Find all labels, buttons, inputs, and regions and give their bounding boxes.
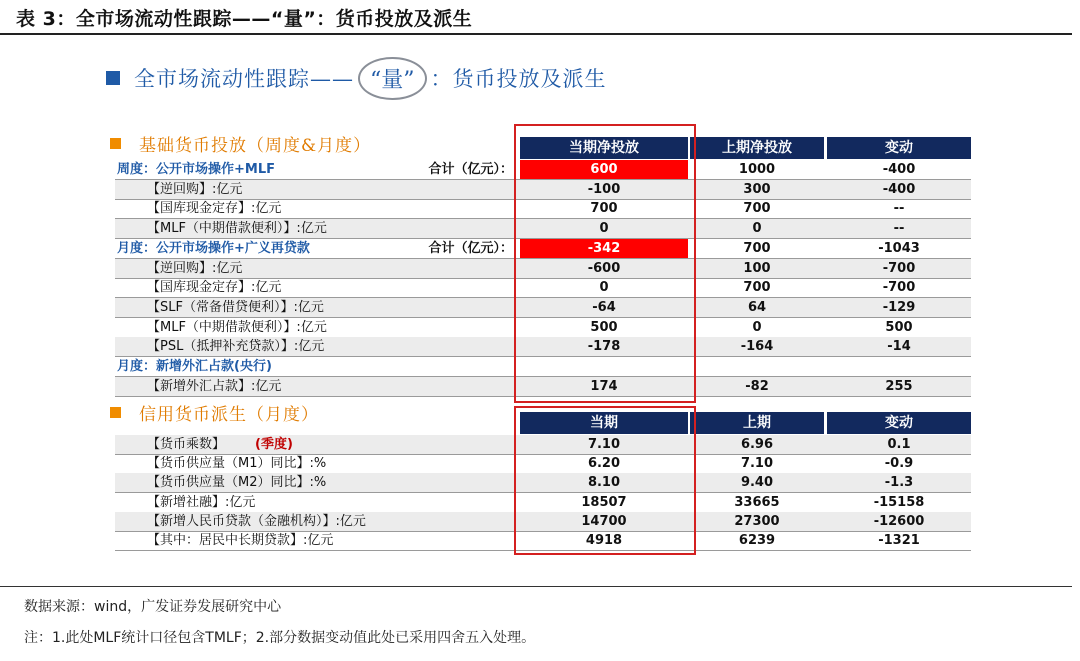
row-label: 【国库现金定存】:亿元 [147, 201, 282, 216]
previous-value: 700 [743, 280, 771, 295]
previous-value: 700 [743, 241, 771, 256]
previous-value: 100 [743, 261, 771, 276]
change-value: 500 [885, 320, 913, 335]
row-label: 【新增外汇占款】:亿元 [147, 379, 282, 394]
previous-value: 6.96 [740, 437, 774, 452]
section1-title: 基础货币投放（周度&月度） [139, 136, 372, 156]
subtitle-pre: 全市场流动性跟踪—— [134, 67, 354, 91]
current-value: 18507 [581, 495, 627, 510]
change-value: -129 [882, 300, 916, 315]
current-value: -178 [587, 339, 621, 354]
previous-value: -82 [745, 379, 769, 394]
current-value: 14700 [581, 514, 627, 529]
current-value: -342 [520, 239, 688, 258]
row-label: 【货币乘数】 [147, 437, 226, 452]
change-value: -0.9 [884, 456, 914, 471]
row-label: 【MLF（中期借款便利）】:亿元 [147, 320, 327, 335]
current-value: 0 [599, 280, 609, 295]
change-value: -- [893, 201, 905, 216]
subtitle [106, 58, 607, 98]
previous-value: -164 [740, 339, 774, 354]
change-value: 255 [885, 379, 913, 394]
row-label: 【MLF（中期借款便利）】:亿元 [147, 221, 327, 236]
row-label: 月度：公开市场操作+广义再贷款 [117, 241, 310, 256]
current-value: 0 [599, 221, 609, 236]
previous-value: 9.40 [740, 475, 774, 490]
row-label: 【SLF（常备借贷便利）】:亿元 [147, 300, 324, 315]
previous-value: 64 [747, 300, 767, 315]
previous-value: 0 [752, 221, 762, 236]
section2-title: 信用货币派生（月度） [139, 405, 319, 425]
current-column-highlight-box-2 [514, 406, 696, 555]
section1-heading [110, 131, 371, 156]
footnote: 注：1.此处MLF统计口径包含TMLF；2.部分数据变动值此处已采用四舍五入处理。 [24, 630, 536, 646]
current-value: 4918 [585, 533, 623, 548]
change-value: 0.1 [887, 437, 911, 452]
current-value: 500 [590, 320, 618, 335]
previous-value: 0 [752, 320, 762, 335]
row-label: 【货币供应量（M1）同比】:% [147, 456, 327, 471]
current-value: 8.10 [587, 475, 621, 490]
row-label: 【新增人民币贷款（金融机构）】:亿元 [147, 514, 366, 529]
col-header-current-2: 当期 [520, 412, 688, 434]
change-value: -1321 [878, 533, 920, 548]
col-header-previous: 上期净投放 [690, 137, 824, 159]
previous-value: 7.10 [740, 456, 774, 471]
previous-value: 300 [743, 182, 771, 197]
previous-value: 1000 [738, 162, 776, 177]
previous-value: 700 [743, 201, 771, 216]
change-value: -- [893, 221, 905, 236]
col-header-current: 当期净投放 [520, 137, 688, 159]
row-label: 【逆回购】:亿元 [147, 261, 243, 276]
row-label: 【其中：居民中长期贷款】:亿元 [147, 533, 334, 548]
change-value: -700 [882, 261, 916, 276]
change-value: -12600 [873, 514, 925, 529]
change-value: -700 [882, 280, 916, 295]
current-value: -600 [587, 261, 621, 276]
change-value: -400 [882, 182, 916, 197]
change-value: -14 [887, 339, 911, 354]
current-value: -64 [592, 300, 616, 315]
row-label: 【新增社融】:亿元 [147, 495, 256, 510]
source-note: 数据来源：wind，广发证券发展研究中心 [24, 599, 282, 615]
row-label: 月度：新增外汇占款(央行) [117, 359, 272, 374]
square-bullet-icon [110, 407, 121, 418]
page-title: 表 3：全市场流动性跟踪——“量”：货币投放及派生 [16, 8, 473, 30]
section2-heading [110, 400, 319, 425]
square-bullet-icon [110, 138, 121, 149]
current-value: 600 [520, 160, 688, 179]
subtitle-post: ：货币投放及派生 [430, 67, 607, 91]
change-value: -1.3 [884, 475, 914, 490]
row-label: 【国库现金定存】:亿元 [147, 280, 282, 295]
change-value: -15158 [873, 495, 925, 510]
title-divider [0, 33, 1072, 35]
col-header-previous-2: 上期 [690, 412, 824, 434]
square-bullet-icon [106, 71, 120, 85]
current-value: 6.20 [587, 456, 621, 471]
previous-value: 6239 [738, 533, 776, 548]
change-value: -1043 [878, 241, 920, 256]
footer-divider [0, 586, 1072, 587]
current-value: 700 [590, 201, 618, 216]
current-column-highlight-box [514, 124, 696, 403]
current-value: 7.10 [587, 437, 621, 452]
row-label: 【PSL（抵押补充贷款）】:亿元 [147, 339, 325, 354]
current-value: 174 [590, 379, 618, 394]
change-value: -400 [882, 162, 916, 177]
row-label: 【逆回购】:亿元 [147, 182, 243, 197]
total-label: 合计（亿元）： [428, 241, 513, 256]
col-header-change-2: 变动 [827, 412, 971, 434]
row-label-note: (季度) [255, 437, 293, 452]
previous-value: 27300 [734, 514, 780, 529]
subtitle-highlight: “量” [358, 57, 427, 100]
row-label: 【货币供应量（M2）同比】:% [147, 475, 327, 490]
previous-value: 33665 [734, 495, 780, 510]
col-header-change: 变动 [827, 137, 971, 159]
current-value: -100 [587, 182, 621, 197]
row-label: 周度：公开市场操作+MLF [117, 162, 275, 177]
total-label: 合计（亿元）： [428, 162, 513, 177]
